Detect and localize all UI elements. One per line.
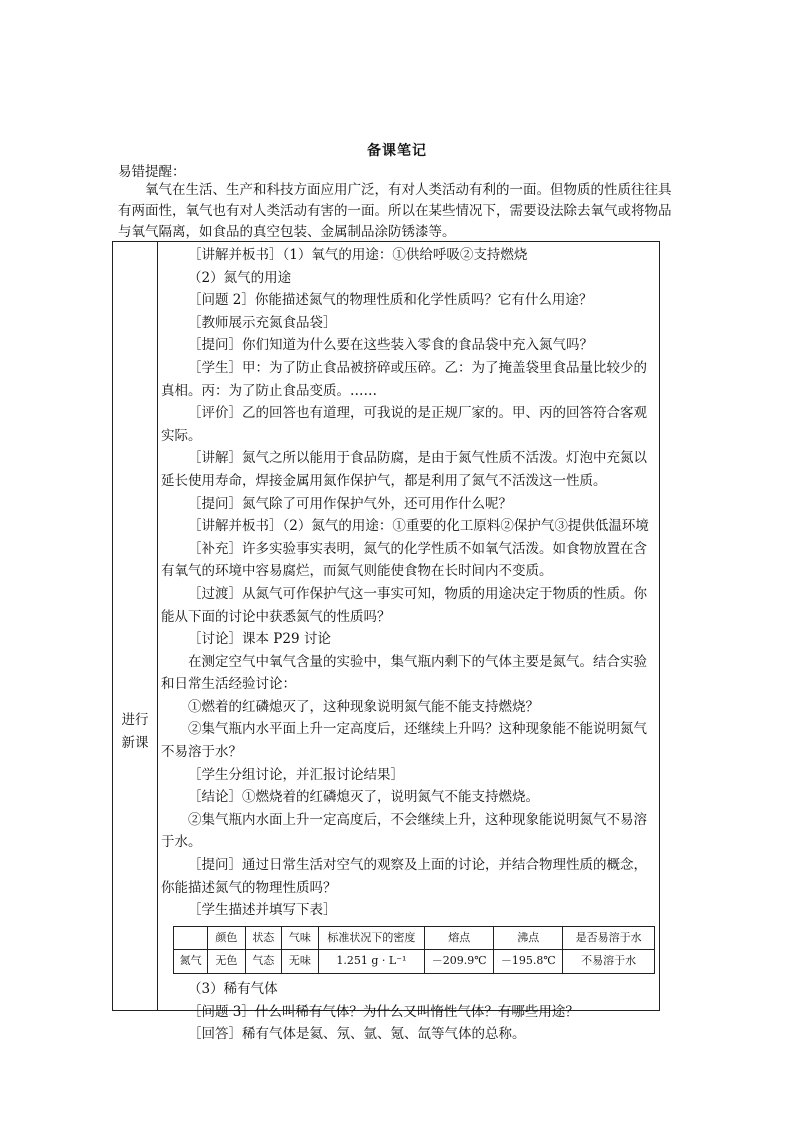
lesson-paragraph: 在测定空气中氧气含量的实验中，集气瓶内剩下的气体主要是氮气。结合实验和日常生活经验讨论： <box>161 653 647 693</box>
paragraphs-after-table <box>161 978 655 1046</box>
column-divider <box>157 242 158 1010</box>
table-header-cell: 沸点 <box>494 926 563 950</box>
table-cell: 无味 <box>282 950 319 974</box>
table-cell: －195.8℃ <box>494 950 563 974</box>
nitrogen-properties-table <box>173 926 655 974</box>
lesson-paragraph: （3）稀有气体 <box>188 981 278 997</box>
table-row <box>174 950 655 974</box>
notes-label: 易错提醒： <box>118 164 186 180</box>
lesson-paragraph: ［教师展示充氮食品袋］ <box>188 314 337 331</box>
paragraphs-before-table <box>161 244 655 922</box>
page-title: 备课笔记 <box>367 143 427 159</box>
table-header-cell: 状态 <box>245 926 282 950</box>
lesson-paragraph: ［提问］通过日常生活对空气的观察及上面的讨论，并结合物理性质的概念，你能描述氮气的物理性质吗？ <box>161 857 647 896</box>
side-label-line-2: 新课 <box>121 735 149 751</box>
lesson-paragraph: ［学生分组讨论，并汇报讨论结果］ <box>188 766 404 783</box>
side-label-line-1: 进行 <box>121 712 149 728</box>
lesson-frame <box>112 241 660 1043</box>
table-header-cell: 是否易溶于水 <box>563 926 655 950</box>
lesson-paragraph: ［过渡］从氮气可作保护气这一事实可知，物质的用途决定于物质的性质。你能从下面的讨论中获悉氮气的性质吗？ <box>161 585 647 625</box>
lesson-paragraph: ［学生］甲：为了防止食品被挤碎或压碎。乙：为了掩盖袋里食品量比较少的真相。丙：为了防止食品变质。…… <box>161 359 647 399</box>
lesson-paragraph: ［讲解并板书］（2）氮气的用途：①重要的化工原料②保护气③提供低温环境 <box>188 518 649 535</box>
table-cell: 1.251 g · L⁻¹ <box>318 950 425 974</box>
table-header-cell: 气味 <box>282 926 319 950</box>
lesson-paragraph: （2）氮气的用途 <box>188 269 292 286</box>
table-header-row <box>174 926 655 950</box>
lesson-paragraph: ②集气瓶内水面上升一定高度后，不会继续上升，这种现象能说明氮气不易溶于水。 <box>161 811 647 851</box>
lesson-paragraph: ②集气瓶内水平面上升一定高度后，还继续上升吗？这种现象能不能说明氮气不易溶于水？ <box>161 721 647 761</box>
lesson-paragraph: ［提问］你们知道为什么要在这些装入零食的食品袋中充入氮气吗？ <box>188 337 593 354</box>
table-cell: 气态 <box>245 950 282 974</box>
table-cell: －209.9℃ <box>425 950 494 974</box>
notes-paragraph: 氧气在生活、生产和科技方面应用广泛，有对人类活动有利的一面。但物质的性质往往具有两面性，氧气也有对人类活动有害的一面。所以在某些情况下，需要设法除去氧气或将物品与氧气隔离，如食品的真空包装、金属制品涂防锈漆等。 <box>118 182 672 240</box>
table-header-cell: 熔点 <box>425 926 494 950</box>
lesson-paragraph: ①燃着的红磷熄灭了，这种现象说明氮气能不能支持燃烧？ <box>188 698 539 715</box>
table-cell: 不易溶于水 <box>563 950 655 974</box>
lesson-paragraph: ［讲解］氮气之所以能用于食品防腐，是由于氮气性质不活泼。灯泡中充氮以延长使用寿命，焊接金属用氮作保护气，都是利用了氮气不活泼这一性质。 <box>161 450 647 489</box>
table-header-cell <box>174 926 208 950</box>
lesson-paragraph: ［回答］稀有气体是氦、氖、氩、氪、氙等气体的总称。 <box>188 1026 526 1043</box>
lesson-paragraph: ［结论］①燃烧着的红磷熄灭了，说明氮气不能支持燃烧。 <box>188 789 539 806</box>
lesson-paragraph: ［讨论］课本 P29 讨论 <box>188 631 331 648</box>
lesson-paragraph: ［讲解并板书］（1）氧气的用途：①供给呼吸②支持燃烧 <box>188 247 528 263</box>
table-cell: 无色 <box>208 950 245 974</box>
table-header-cell: 颜色 <box>208 926 245 950</box>
lesson-paragraph: ［补充］许多实验事实表明，氮气的化学性质不如氧气活泼。如食物放置在含有氧气的环境中容易腐烂，而氮气则能使食物在长时间内不变质。 <box>161 540 647 580</box>
table-cell: 氮气 <box>174 950 208 974</box>
lesson-body <box>161 244 655 1046</box>
lesson-paragraph: ［问题 3］什么叫稀有气体？为什么又叫惰性气体？有哪些用途？ <box>188 1003 579 1020</box>
side-label <box>113 709 157 755</box>
lesson-paragraph: ［问题 2］你能描述氮气的物理性质和化学性质吗？它有什么用途？ <box>188 292 593 309</box>
table-header-cell: 标准状况下的密度 <box>318 926 425 950</box>
lesson-paragraph: ［评价］乙的回答也有道理，可我说的是正规厂家的。甲、丙的回答符合客观实际。 <box>161 405 647 444</box>
lesson-paragraph: ［提问］氮气除了可用作保护气外，还可用作什么呢？ <box>188 495 512 512</box>
lesson-paragraph: ［学生描述并填写下表］ <box>188 902 337 919</box>
